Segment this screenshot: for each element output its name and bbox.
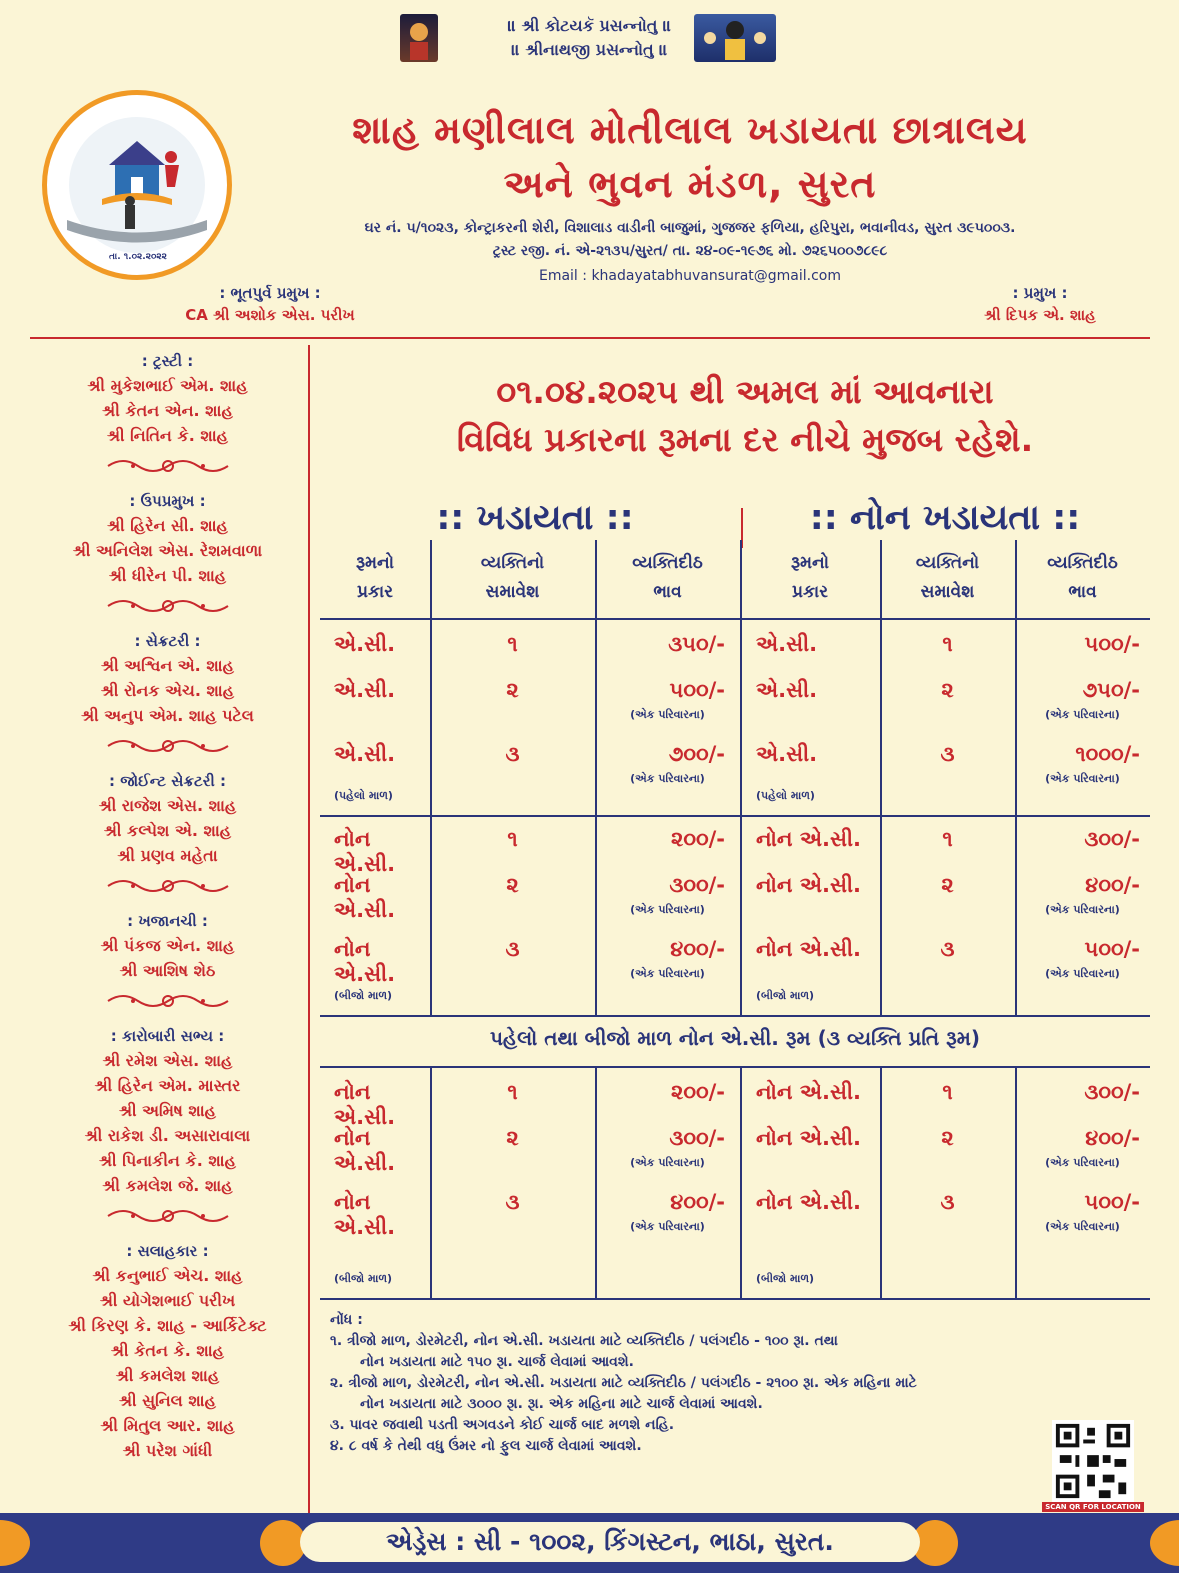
- section-non-khadayata: :: નોન ખડાયતા ::: [809, 498, 1081, 538]
- room-type-cell: એ.સી.: [756, 742, 818, 766]
- room-type-cell: નોન એ.સી.: [334, 937, 396, 986]
- sidebar-member-name: શ્રી કિરણ કે. શાહ - આર્કિટેક્ટ: [68, 1316, 267, 1335]
- section-khadayata: :: ખડાયતા ::: [436, 498, 634, 538]
- sidebar-member-name: શ્રી કેતન કે. શાહ: [110, 1341, 225, 1360]
- floor-note: (બીજો માળ): [334, 989, 393, 1002]
- persons-cell: ૨: [941, 873, 954, 897]
- sidebar-member-name: શ્રી આશિષ શેઠ: [119, 961, 216, 980]
- sidebar-group-title: : ટ્રસ્ટી :: [141, 352, 194, 370]
- sidebar-member-name: શ્રી પિનાકીન કે. શાહ: [99, 1151, 236, 1170]
- rate-khadayata-cell: ૪૦૦/-: [670, 937, 725, 961]
- rate-khadayata-cell: ૭૦૦/-: [668, 742, 725, 766]
- room-type-cell: નોન એ.સી.: [334, 873, 396, 922]
- sidebar-member-name: શ્રી સુનિલ શાહ: [119, 1391, 216, 1410]
- persons-cell: ૧: [942, 1080, 953, 1104]
- rate-non-khadayata-cell: ૫૦૦/-: [1084, 1190, 1140, 1214]
- grid-line-vertical: [1015, 540, 1017, 618]
- sidebar-group-title: : જોઈન્ટ સેક્રટરી :: [109, 772, 226, 790]
- family-note: (એક પરિવારના): [630, 967, 705, 980]
- grid-line-horizontal: [320, 1298, 1150, 1300]
- room-type-cell: નોન એ.સી.: [756, 1126, 861, 1150]
- column-header: સમાવેશ: [920, 582, 975, 602]
- sidebar-member-name: શ્રી કમલેશ જે. શાહ: [102, 1176, 233, 1195]
- room-type-cell: એ.સી.: [334, 678, 396, 702]
- sidebar-member-name: શ્રી મિતુલ આર. શાહ: [100, 1416, 235, 1435]
- family-note: (એક પરિવારના): [630, 772, 705, 785]
- president-name: શ્રી દિપક એ. શાહ: [984, 306, 1096, 324]
- ornament-divider: [30, 876, 305, 902]
- committee-sidebar: [30, 350, 305, 1463]
- sidebar-member-name: શ્રી અનિલેશ એસ. રેશમવાળા: [72, 541, 263, 560]
- grid-line-vertical: [595, 540, 597, 618]
- prayer-block: [0, 14, 1179, 62]
- logo-date: તા. ૧.૦૨.૨૦૨૨: [109, 252, 167, 262]
- persons-cell: ૩: [940, 1190, 955, 1214]
- sidebar-member-name: શ્રી અમિષ શાહ: [118, 1101, 217, 1120]
- column-header: ભાવ: [1068, 582, 1097, 602]
- column-header: રૂમનો: [356, 553, 394, 573]
- persons-cell: ૨: [506, 678, 519, 702]
- sidebar-group-title: : ખજાનચી :: [127, 912, 208, 930]
- family-note: (એક પરિવારના): [630, 1156, 705, 1169]
- prayer-line-1: ॥ શ્રી કોટયકૅ પ્રસન્નોતુ ॥: [507, 16, 672, 35]
- floor-note: (બીજો માળ): [756, 1272, 815, 1285]
- prayer-line-2: ॥ શ્રીનાથજી પ્રસન્નોતુ ॥: [511, 40, 668, 59]
- family-note: (એક પરિવારના): [630, 708, 705, 721]
- sidebar-member-name: શ્રી કેતન એન. શાહ: [102, 401, 233, 420]
- grid-line-horizontal: [320, 815, 1150, 817]
- sidebar-group-title: : સેક્રટરી :: [134, 632, 201, 650]
- rate-khadayata-cell: ૩૫૦/-: [668, 632, 725, 656]
- room-type-cell: એ.સી.: [334, 632, 396, 656]
- ornament-divider: [30, 456, 305, 482]
- rate-khadayata-cell: ૫૦૦/-: [669, 678, 725, 702]
- column-header: રૂમનો: [791, 553, 829, 573]
- middle-banner: પહેલો તથા બીજો માળ નોન એ.સી. રૂમ (૩ વ્યક્તિ પ્રતિ રૂમ): [489, 1026, 981, 1050]
- sidebar-member-name: શ્રી કનુભાઈ એચ. શાહ: [92, 1266, 243, 1285]
- note-1b: નોન ખડાયતા માટે ૧૫૦ રૂા. ચાર્જ લેવામાં આવશે.: [360, 1354, 634, 1370]
- sidebar-member-name: શ્રી હિરેન એમ. માસ્તર: [94, 1076, 241, 1095]
- rate-khadayata-cell: ૨૦૦/-: [671, 1080, 725, 1104]
- persons-cell: ૨: [506, 873, 519, 897]
- sidebar-member-name: શ્રી મુકેશભાઈ એમ. શાહ: [87, 376, 248, 395]
- sidebar-member-name: શ્રી પંકજ એન. શાહ: [100, 936, 235, 955]
- family-note: (એક પરિવારના): [1045, 967, 1120, 980]
- rate-table: [320, 540, 1150, 1300]
- persons-cell: ૧: [942, 632, 953, 656]
- room-type-cell: નોન એ.સી.: [756, 827, 861, 851]
- room-type-cell: એ.સી.: [334, 742, 396, 766]
- president-label: : પ્રમુખ :: [1012, 284, 1068, 302]
- grid-line-horizontal: [320, 1015, 1150, 1017]
- room-type-cell: એ.સી.: [756, 678, 818, 702]
- family-note: (એક પરિવારના): [1045, 903, 1120, 916]
- rate-khadayata-cell: ૩૦૦/-: [669, 1126, 725, 1150]
- deity-image-left: [400, 14, 438, 62]
- rate-khadayata-cell: ૪૦૦/-: [670, 1190, 725, 1214]
- ornament-divider: [30, 991, 305, 1017]
- ornament-divider: [30, 736, 305, 762]
- column-header: વ્યક્તિનો: [915, 553, 980, 573]
- persons-cell: ૩: [940, 742, 955, 766]
- note-1a: ૧. ત્રીજો માળ, ડોરમેટરી, નોન એ.સી. ખડાયતા માટે વ્યક્તિદીઠ / પલંગદીઠ - ૧૦૦ રૂા. તથા: [330, 1333, 838, 1349]
- room-type-cell: નોન એ.સી.: [334, 827, 396, 876]
- rate-non-khadayata-cell: ૧૦૦૦/-: [1075, 742, 1140, 766]
- room-type-cell: નોન એ.સી.: [334, 1126, 396, 1175]
- family-note: (એક પરિવારના): [1045, 708, 1120, 721]
- floor-note: (પહેલો માળ): [334, 789, 393, 802]
- deity-image-right: [694, 14, 776, 62]
- grid-line-vertical: [430, 540, 432, 618]
- headline-line-1: ૦૧.૦૪.૨૦૨૫ થી અમલ માં આવનારા: [496, 372, 994, 411]
- rate-khadayata-cell: ૩૦૦/-: [669, 873, 725, 897]
- room-type-cell: એ.સી.: [756, 632, 818, 656]
- persons-cell: ૧: [942, 827, 953, 851]
- header-divider: [30, 337, 1150, 339]
- title-line-1: શાહ મણીલાલ મોતીલાલ ખડાયતા છાત્રાલય: [352, 108, 1028, 152]
- ornament-divider: [30, 1206, 305, 1232]
- sidebar-member-name: શ્રી રમેશ એસ. શાહ: [102, 1051, 233, 1070]
- headline-line-2: વિવિધ પ્રકારના રૂમના દર નીચે મુજબ રહેશે.: [456, 420, 1034, 459]
- family-note: (એક પરિવારના): [1045, 1156, 1120, 1169]
- sidebar-member-name: શ્રી રાજેશ એસ. શાહ: [98, 796, 237, 815]
- floor-note: (બીજો માળ): [334, 1272, 393, 1285]
- notes-block: [330, 1310, 1165, 1457]
- sidebar-member-name: શ્રી યોગેશભાઈ પરીખ: [99, 1291, 236, 1310]
- ex-president-label: : ભૂતપુર્વ પ્રમુખ :: [219, 284, 321, 302]
- sidebar-group-title: : કારોબારી સભ્ય :: [110, 1027, 225, 1045]
- footer-address: એડ્રેસ : સી - ૧૦૦૨, કિંગસ્ટન, ભાઠા, સુરત.: [300, 1522, 920, 1562]
- rate-non-khadayata-cell: ૪૦૦/-: [1085, 873, 1140, 897]
- title-line-2: અને ભુવન મંડળ, સુરત: [503, 162, 877, 206]
- sidebar-group-title: : સલાહકાર :: [126, 1242, 209, 1260]
- rate-non-khadayata-cell: ૫૦૦/-: [1084, 937, 1140, 961]
- grid-line-horizontal: [320, 1066, 1150, 1068]
- sidebar-member-name: શ્રી નિતિન કે. શાહ: [106, 426, 228, 445]
- persons-cell: ૧: [507, 632, 518, 656]
- sidebar-member-name: શ્રી રાકેશ ડી. અસારાવાલા: [84, 1126, 251, 1145]
- room-type-cell: નોન એ.સી.: [756, 1190, 861, 1214]
- family-note: (એક પરિવારના): [630, 903, 705, 916]
- sidebar-member-name: શ્રી અનુપ એમ. શાહ પટેલ: [81, 706, 254, 725]
- column-header: વ્યક્તિનો: [480, 553, 545, 573]
- ornament-divider: [30, 596, 305, 622]
- rate-non-khadayata-cell: ૫૦૦/-: [1084, 632, 1140, 656]
- sidebar-member-name: શ્રી પરેશ ગાંધી: [122, 1441, 213, 1460]
- floor-note: (પહેલો માળ): [756, 789, 815, 802]
- grid-line-vertical: [740, 540, 742, 618]
- note-3: ૩. પાવર જવાથી પડતી અગવડને કોઈ ચાર્જ બાદ મળશે નહિ.: [330, 1417, 675, 1433]
- trust-registration: ટ્રસ્ટ રજી. નં. એ-૨૧૩૫/સુરત/ તા. ૨૪-૦૯-૧૯૭૬ મો. ૭૨૬૫૦૦૭૮૯૮: [492, 243, 888, 259]
- grid-line-vertical: [740, 815, 742, 1015]
- sidebar-member-name: શ્રી રોનક એચ. શાહ: [100, 681, 235, 700]
- persons-cell: ૧: [507, 1080, 518, 1104]
- sidebar-divider: [308, 345, 310, 1513]
- column-header: પ્રકાર: [792, 582, 828, 602]
- location-qr-code[interactable]: [1052, 1420, 1134, 1502]
- grid-line-vertical: [880, 540, 882, 618]
- column-header: પ્રકાર: [357, 582, 393, 602]
- persons-cell: ૨: [941, 678, 954, 702]
- persons-cell: ૨: [506, 1126, 519, 1150]
- sidebar-member-name: શ્રી કલ્પેશ એ. શાહ: [103, 821, 232, 840]
- column-header: વ્યક્તિદીઠ: [632, 553, 703, 573]
- family-note: (એક પરિવારના): [1045, 1220, 1120, 1233]
- persons-cell: ૧: [507, 827, 518, 851]
- sidebar-member-name: શ્રી કમલેશ શાહ: [115, 1366, 220, 1385]
- sidebar-member-name: શ્રી અશ્વિન એ. શાહ: [101, 656, 234, 675]
- note-2b: નોન ખડાયતા માટે ૩૦૦૦ રૂા. રૂા. એક મહિના માટે ચાર્જ લેવામાં આવશે.: [360, 1396, 763, 1412]
- sidebar-member-name: શ્રી પ્રણવ મહેતા: [117, 846, 218, 865]
- room-type-cell: નોન એ.સી.: [756, 937, 861, 961]
- room-type-cell: નોન એ.સી.: [334, 1190, 396, 1239]
- address-line: ઘર નં. ૫/૧૦૨૩, કોન્ટ્રાકરની શેરી, વિશાલાડ વાડીની બાજુમાં, ગુજજર ફળિયા, હરિપુરા, ભવાનીવડ, સુરત ૩૯૫૦૦૩.: [364, 220, 1016, 236]
- email-text: Email : khadayatabhuvansurat@gmail.com: [538, 268, 841, 284]
- note-2a: ૨. ત્રીજો માળ, ડોરમેટરી, નોન એ.સી. ખડાયતા માટે વ્યક્તિદીઠ / પલંગદીઠ - ૨૧૦૦ રૂા. એક મહિના માટે: [330, 1375, 917, 1391]
- family-note: (એક પરિવારના): [630, 1220, 705, 1233]
- rate-khadayata-cell: ૨૦૦/-: [671, 827, 725, 851]
- family-note: (એક પરિવારના): [1045, 772, 1120, 785]
- grid-line-vertical: [740, 620, 742, 815]
- grid-line-vertical: [740, 1068, 742, 1298]
- persons-cell: ૨: [941, 1126, 954, 1150]
- column-header: ભાવ: [653, 582, 682, 602]
- persons-cell: ૩: [505, 937, 520, 961]
- rate-non-khadayata-cell: ૭૫૦/-: [1082, 678, 1140, 702]
- room-type-cell: નોન એ.સી.: [756, 873, 861, 897]
- persons-cell: ૩: [940, 937, 955, 961]
- qr-label: SCAN QR FOR LOCATION: [1042, 1502, 1144, 1512]
- note-4: ૪. ૮ વર્ષ કે તેથી વધુ ઉંમર નો ફુલ ચાર્જ લેવામાં આવશે.: [330, 1438, 642, 1454]
- room-type-cell: નોન એ.સી.: [334, 1080, 396, 1129]
- column-header: સમાવેશ: [485, 582, 540, 602]
- grid-line-horizontal: [320, 618, 1150, 620]
- persons-cell: ૩: [505, 1190, 520, 1214]
- ex-president-name: CA શ્રી અશોક એસ. પરીખ: [185, 306, 355, 324]
- column-header: વ્યક્તિદીઠ: [1047, 553, 1118, 573]
- rate-non-khadayata-cell: ૪૦૦/-: [1085, 1126, 1140, 1150]
- sidebar-member-name: શ્રી ધીરેન પી. શાહ: [108, 566, 227, 585]
- persons-cell: ૩: [505, 742, 520, 766]
- notes-title: નોંધ :: [330, 1312, 363, 1328]
- sidebar-group-title: : ઉપપ્રમુખ :: [129, 492, 206, 510]
- rate-non-khadayata-cell: ૩૦૦/-: [1084, 827, 1140, 851]
- floor-note: (બીજો માળ): [756, 989, 815, 1002]
- rate-non-khadayata-cell: ૩૦૦/-: [1084, 1080, 1140, 1104]
- sidebar-member-name: શ્રી હિરેન સી. શાહ: [107, 516, 228, 535]
- room-type-cell: નોન એ.સી.: [756, 1080, 861, 1104]
